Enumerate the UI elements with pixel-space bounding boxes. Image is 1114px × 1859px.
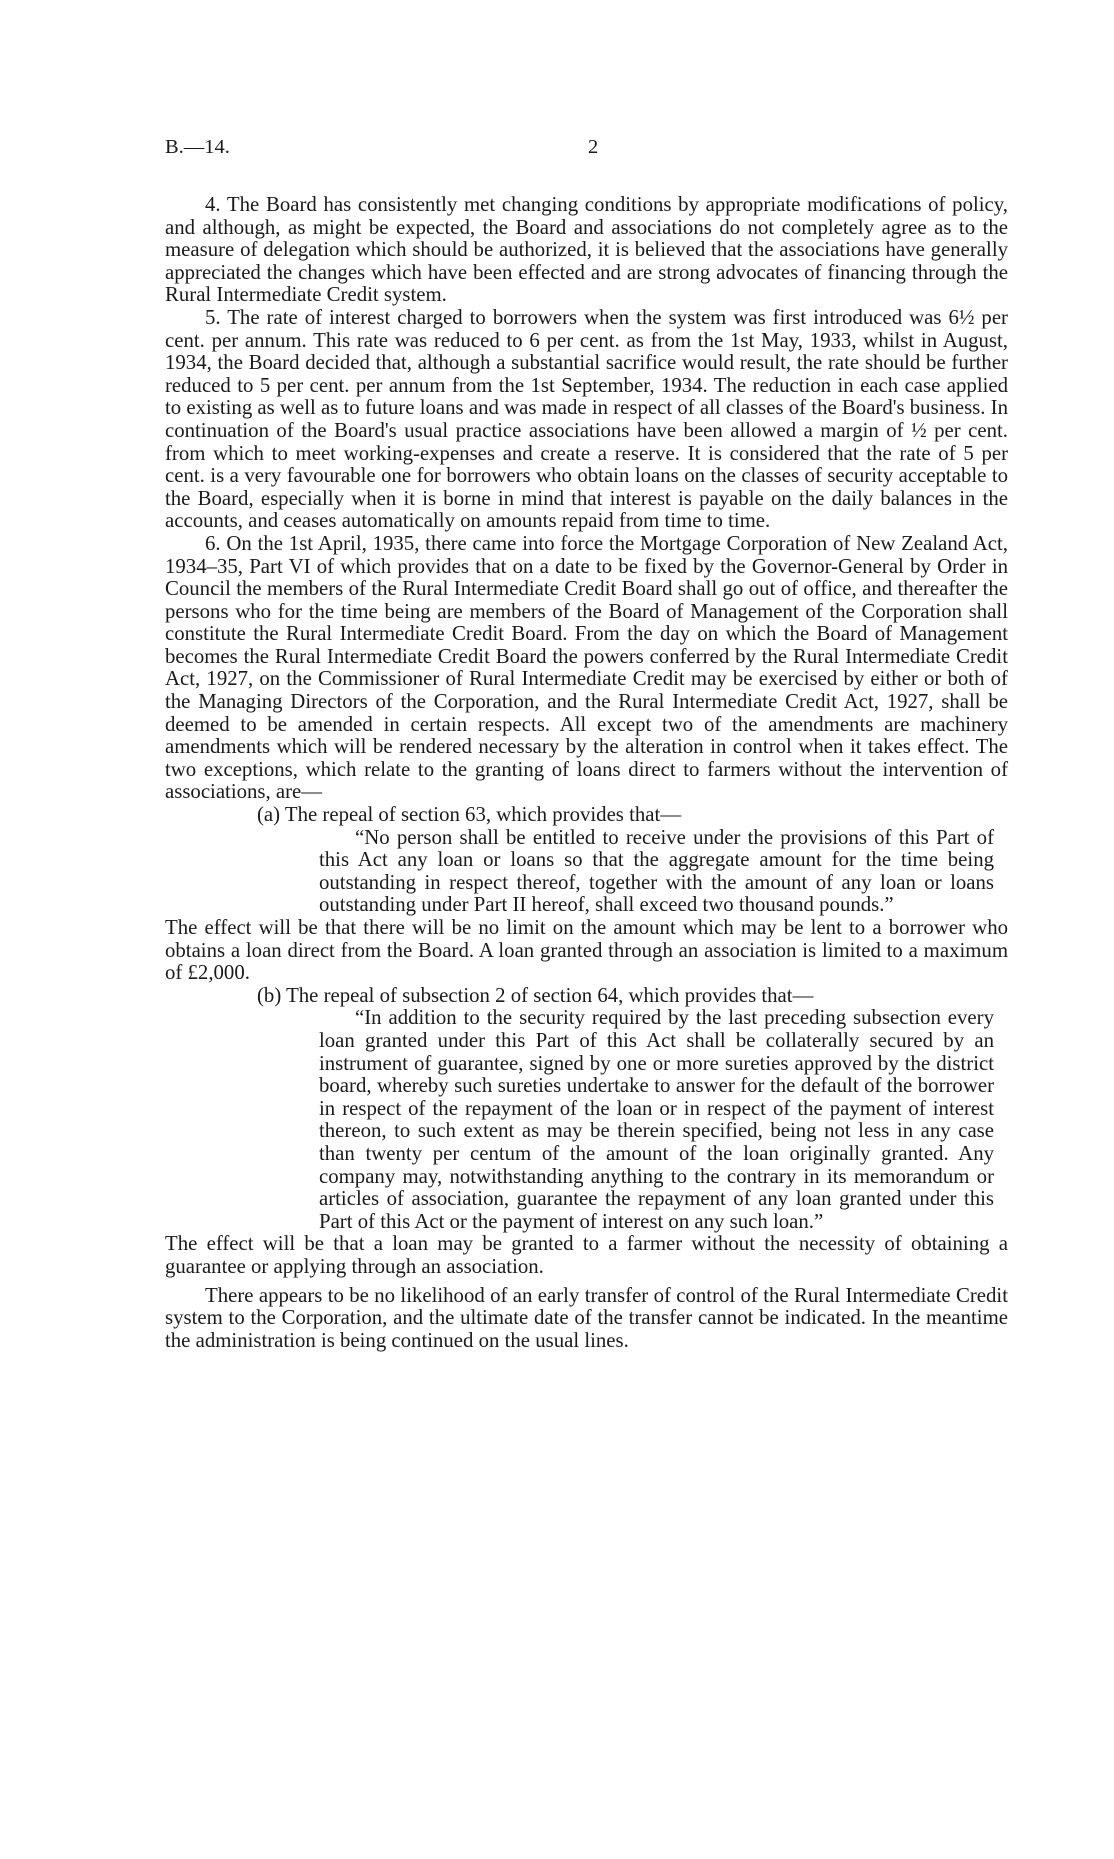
closing-paragraph: There appears to be no likelihood of an early transfer of control of the Rural Intermediate Credit system to the Corporation, and the ultimate date of the transfer cannot be indicated. In the meantime the administration is being continued on the usual lines. — [165, 1283, 1008, 1352]
quote-section-64: “In addition to the security required by the last preceding subsection every loan granted under this Part of this Act shall be collaterally secured by an instrument of guarantee, signed by one or more sureties approved by the district board, whereby such sureties undertake to answer for the default of the borrower in respect of the repayment of the loan or in respect of the payment of interest thereon, to such extent as may be therein specified, being not less in any case than twenty per centum of the amount of the loan originally granted. Any company may, notwithstanding anything to the contrary in its memorandum or articles of association, guarantee the repayment of any loan granted under this Part of this Act or the payment of interest on any such loan.” — [319, 1006, 994, 1233]
paragraph-6: 6. On the 1st April, 1935, there came into force the Mortgage Corporation of New Zealand Act, 1934–35, Part VI of which provides that on a date to be fixed by the Governor-General by Order in Council the members of the Rural Intermediate Credit Board shall go out of office, and thereafter the persons who for the time being are members of the Board of Management of the Corporation shall constitute the Rural Intermediate Credit Board. From the day on which the Board of Management becomes the Rural Intermediate Credit Board the powers conferred by the Rural Intermediate Credit Act, 1927, on the Commissioner of Rural Intermediate Credit may be exercised by either or both of the Managing Directors of the Corporation, and the Rural Intermediate Credit Act, 1927, shall be deemed to be amended in certain respects. All except two of the amendments are machinery amendments which will be rendered necessary by the alteration in control when it takes effect. The two exceptions, which relate to the granting of loans direct to farmers without the intervention of associations, are— — [165, 531, 1008, 804]
document-reference: B.—14. — [165, 136, 230, 158]
quote-section-63: “No person shall be entitled to receive under the provisions of this Part of this Act any loan or loans so that the aggregate amount for the time being outstanding in respect thereof, together with the amount of any loan or loans outstanding under Part II hereof, shall exceed two thousand pounds.” — [319, 825, 994, 917]
item-b: (b) The repeal of subsection 2 of section 64, which provides that— — [257, 983, 814, 1007]
effect-b: The effect will be that a loan may be granted to a farmer without the necessity of obtaining a guarantee or applying through an association. — [165, 1232, 1008, 1278]
paragraph-5: 5. The rate of interest charged to borrowers when the system was first introduced was 6½ per cent. per annum. This rate was reduced to 6 per cent. as from the 1st May, 1933, whilst in August, 1934, the Board decided that, although a substantial sacrifice would result, the rate should be further reduced to 5 per cent. per annum from the 1st September, 1934. The reduction in each case applied to existing as well as to future loans and was made in respect of all classes of the Board's business. In continuation of the Board's usual practice associations have been allowed a margin of ½ per cent. from which to meet working-expenses and create a reserve. It is considered that the rate of 5 per cent. is a very favourable one for borrowers who obtain loans on the classes of security acceptable to the Board, especially when it is borne in mind that interest is payable on the daily balances in the accounts, and ceases automatically on amounts repaid from time to time. — [165, 305, 1008, 533]
running-head — [165, 136, 1000, 160]
effect-a: The effect will be that there will be no limit on the amount which may be lent to a borrower who obtains a loan direct from the Board. A loan granted through an association is limited to a maximum of £2,000. — [165, 916, 1008, 985]
paragraph-4: 4. The Board has consistently met changing conditions by appropriate modifications of policy, and although, as might be expected, the Board and associations do not completely agree as to the measure of delegation which should be authorized, it is believed that the associations have generally appreciated the changes which have been effected and are strong advocates of financing through the Rural Intermediate Credit system. — [165, 193, 1008, 307]
document-body — [165, 194, 1008, 1352]
item-a: (a) The repeal of section 63, which provides that— — [257, 803, 682, 827]
page-number: 2 — [588, 136, 599, 158]
